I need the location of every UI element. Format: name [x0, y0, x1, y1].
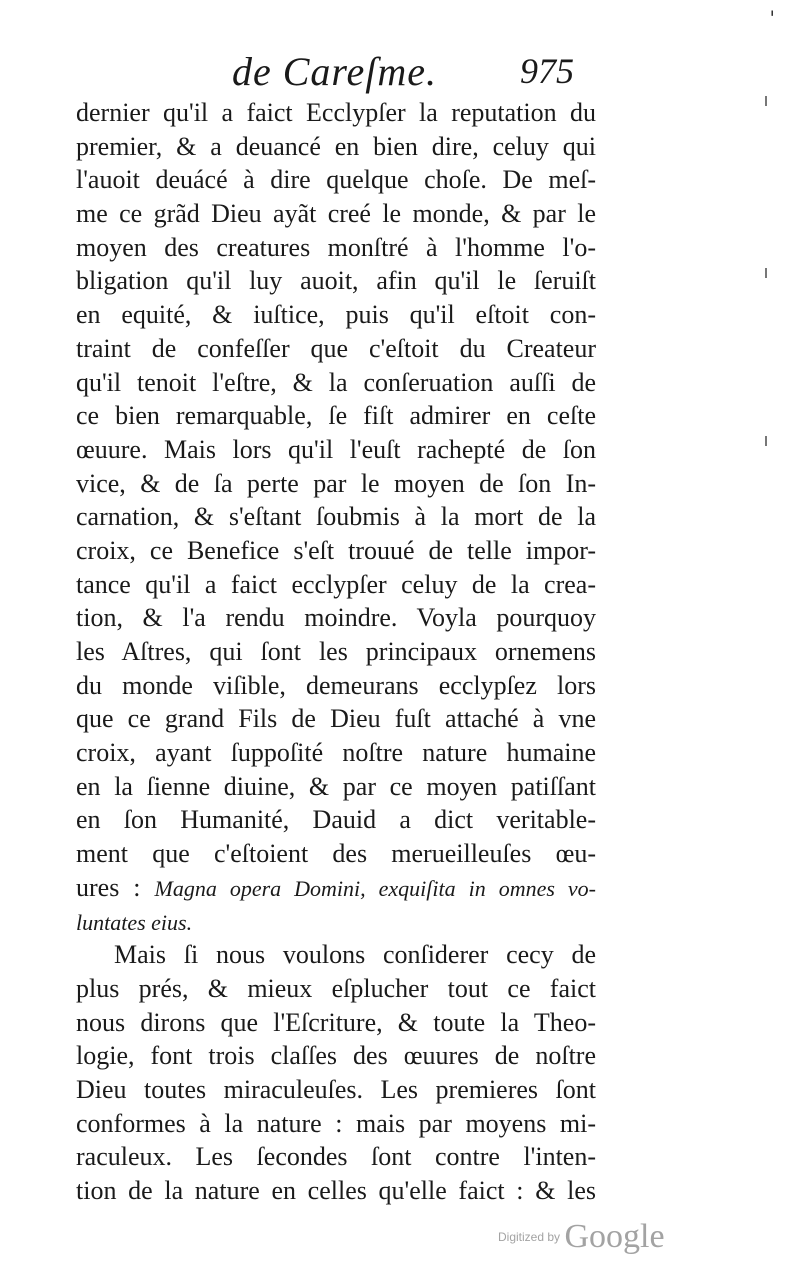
text-line: tion, & l'a rendu moindre. Voyla pourquoy [76, 603, 596, 633]
text-line: qu'il tenoit l'eſtre, & la conſeruation auſſi de [76, 367, 596, 397]
text-line: les Aſtres, qui ſont les principaux ornemens [76, 637, 596, 666]
text-line: bligation qu'il luy auoit, afin qu'il le ſeruiſt [76, 266, 596, 296]
text-line: dernier qu'il a faict Ecclypſer la reputation du [76, 98, 596, 127]
paragraph-2 [76, 938, 596, 1208]
text-line: croix, ayant ſuppoſité noſtre nature humaine [76, 738, 596, 768]
margin-speck [765, 436, 767, 446]
text-line: croix, ce Benefice s'eſt trouué de telle impor- [76, 535, 596, 565]
text-line: en equité, & iuſtice, puis qu'il eſtoit con- [76, 300, 596, 330]
text-line: œuure. Mais lors qu'il l'euſt rachepté de ſon [76, 434, 596, 464]
text-line: ment que c'eſtoient des merueilleuſes œu- [76, 839, 596, 869]
text-line-quotation-end [76, 905, 596, 939]
text-line: en ſon Humanité, Dauid a dict veritable- [76, 805, 596, 835]
page-number: 975 [520, 51, 574, 91]
page-header [0, 48, 787, 98]
text-line: Mais ſi nous voulons conſiderer cecy de [114, 940, 596, 970]
text-line: ce bien remarquable, ſe fiſt admirer en ceſte [76, 401, 596, 431]
corner-mark: ' [769, 6, 775, 30]
body-text [76, 96, 596, 1208]
text-line: traint de confeſſer que c'eſtoit du Createur [76, 333, 596, 363]
text-line: du monde viſible, demeurans ecclypſez lors [76, 670, 596, 700]
latin-quotation-end: luntates eius. [76, 909, 193, 935]
margin-marks [757, 0, 787, 1280]
text-line-with-quotation [76, 871, 596, 905]
text-line: que ce grand Fils de Dieu fuſt attaché à vne [76, 704, 596, 734]
paragraph-1 [76, 96, 596, 938]
text-line: tance qu'il a faict ecclypſer celuy de la crea- [76, 569, 596, 599]
text-line: vice, & de ſa perte par le moyen de ſon In- [76, 468, 596, 498]
text-line: plus prés, & mieux eſplucher tout ce faict [76, 973, 596, 1003]
text-line: conformes à la nature : mais par moyens mi- [76, 1108, 596, 1138]
text-line: l'auoit deuácé à dire quelque choſe. De meſ- [76, 165, 596, 195]
text-line: me ce grãd Dieu ayãt creé le monde, & par le [76, 199, 596, 229]
google-logo: Google [564, 1218, 665, 1255]
margin-speck [765, 96, 767, 106]
text-line: en la ſienne diuine, & par ce moyen patiſſant [76, 771, 596, 801]
text-line: carnation, & s'eſtant ſoubmis à la mort de la [76, 502, 596, 532]
running-title: de Careſme. [232, 49, 438, 94]
text-line: moyen des creatures monſtré à l'homme l'o- [76, 232, 596, 262]
text-line: nous dirons que l'Eſcriture, & toute la Theo- [76, 1007, 596, 1037]
text-line: logie, font trois claſſes des œuures de noſtre [76, 1041, 596, 1071]
text-line-plain: ures : [76, 872, 155, 902]
text-line: raculeux. Les ſecondes ſont contre l'inten- [76, 1142, 596, 1172]
digitized-by-watermark [498, 1218, 665, 1256]
text-line: premier, & a deuancé en bien dire, celuy qui [76, 131, 596, 161]
text-line: tion de la nature en celles qu'elle faict : & les [76, 1176, 596, 1205]
text-line: Dieu toutes miraculeuſes. Les premieres ſont [76, 1074, 596, 1104]
margin-speck [765, 268, 767, 278]
latin-quotation: Magna opera Domini, exquiſita in omnes vo- [154, 875, 596, 901]
digitized-by-label: Digitized by [498, 1230, 561, 1244]
